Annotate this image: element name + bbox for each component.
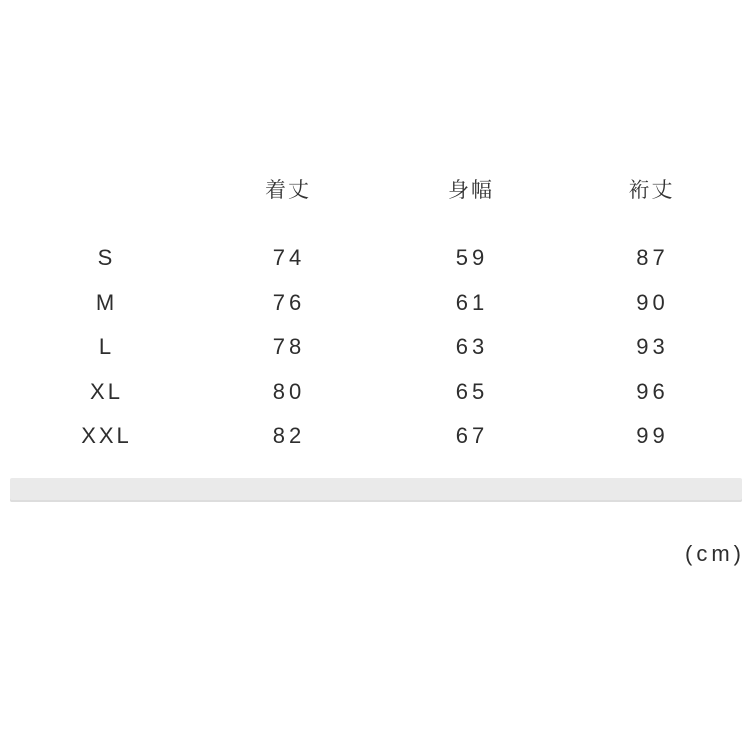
col-header-body-length: 着丈: [265, 179, 311, 202]
table-row-l: [15, 325, 740, 370]
measurement-value: 99: [636, 423, 669, 449]
size-label: M: [95, 289, 118, 315]
measurement-value: 59: [455, 245, 489, 271]
measurement-value: 63: [455, 334, 489, 360]
measurement-value: 61: [455, 289, 489, 315]
measurement-value: 82: [272, 423, 306, 449]
measurement-value: 87: [636, 245, 669, 271]
table-row-xl: [15, 370, 740, 415]
table-row-s: [15, 236, 740, 281]
measurement-value: 90: [636, 289, 669, 315]
measurement-value: 76: [272, 289, 306, 315]
measurement-value: 65: [455, 378, 489, 404]
measurement-value: 93: [636, 334, 669, 360]
col-header-body-width: 身幅: [448, 179, 494, 202]
header-row: [15, 163, 740, 215]
size-chart-table: [15, 163, 740, 459]
measurement-value: 67: [455, 423, 489, 449]
measurement-value: 80: [272, 378, 306, 404]
unit-label: (cm): [685, 541, 745, 566]
table-row-m: [15, 281, 740, 326]
table-row-xxl: [15, 414, 740, 459]
measurement-value: 74: [272, 245, 306, 271]
size-label: XL: [90, 378, 123, 404]
size-label: S: [97, 245, 116, 271]
divider-bar: [10, 478, 742, 502]
measurement-value: 78: [272, 334, 306, 360]
col-header-sleeve-length: 裄丈: [628, 179, 675, 202]
measurement-value: 96: [636, 378, 669, 404]
size-label: XXL: [81, 423, 132, 449]
size-label: L: [98, 334, 115, 360]
